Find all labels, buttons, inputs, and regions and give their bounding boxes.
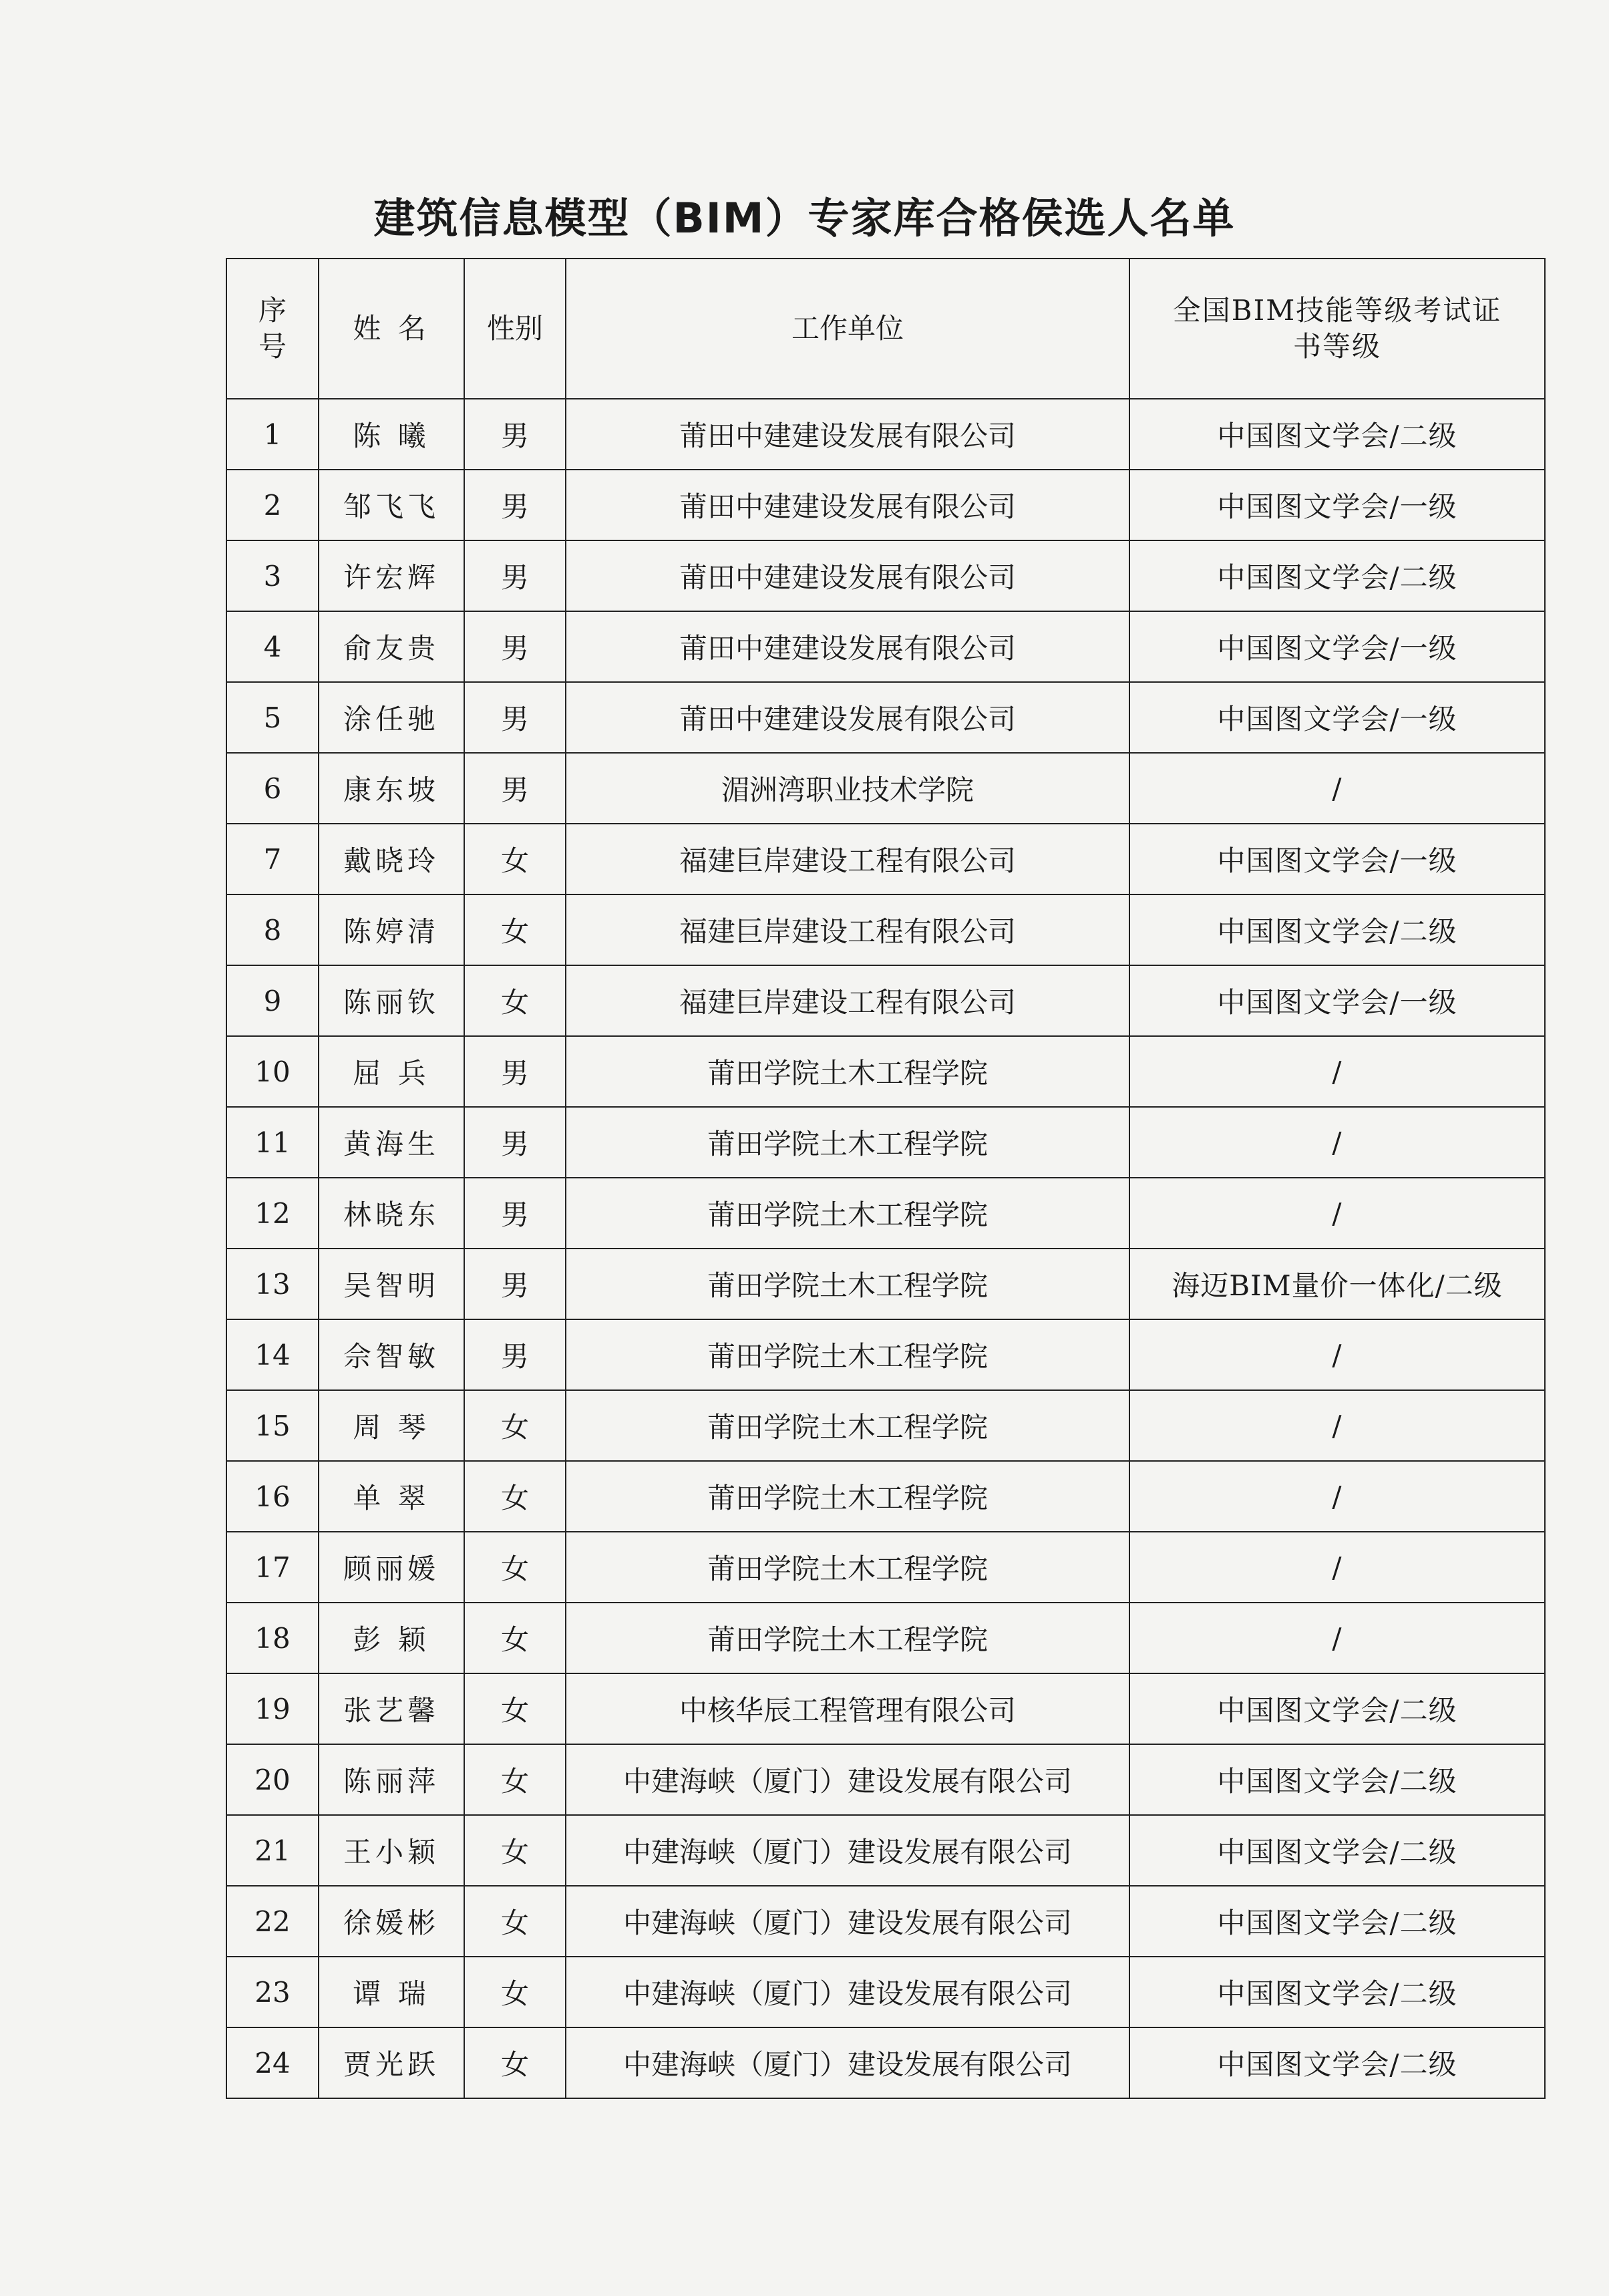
header-seq-line1: 序 bbox=[258, 294, 287, 327]
header-name: 姓 名 bbox=[319, 259, 464, 399]
cell-cert: 中国图文学会/二级 bbox=[1129, 399, 1545, 470]
cell-unit: 福建巨岸建设工程有限公司 bbox=[566, 965, 1129, 1036]
cell-cert: 中国图文学会/一级 bbox=[1129, 611, 1545, 682]
cell-gender: 男 bbox=[464, 1107, 566, 1178]
cell-name: 王小颖 bbox=[319, 1815, 464, 1886]
cell-no: 2 bbox=[226, 470, 319, 540]
cell-name: 吴智明 bbox=[319, 1249, 464, 1319]
cell-no: 6 bbox=[226, 753, 319, 824]
cell-unit: 莆田中建建设发展有限公司 bbox=[566, 540, 1129, 611]
cell-name: 陈丽萍 bbox=[319, 1744, 464, 1815]
cell-unit: 莆田中建建设发展有限公司 bbox=[566, 470, 1129, 540]
cell-cert: 中国图文学会/二级 bbox=[1129, 1744, 1545, 1815]
cell-cert: / bbox=[1129, 1390, 1545, 1461]
table-row bbox=[226, 1886, 1545, 1957]
table-row bbox=[226, 1319, 1545, 1390]
cell-no: 20 bbox=[226, 1744, 319, 1815]
cell-unit: 莆田中建建设发展有限公司 bbox=[566, 682, 1129, 753]
cell-gender: 女 bbox=[464, 1532, 566, 1603]
table-row bbox=[226, 753, 1545, 824]
cell-cert: 中国图文学会/一级 bbox=[1129, 682, 1545, 753]
cell-gender: 男 bbox=[464, 399, 566, 470]
cell-gender: 男 bbox=[464, 682, 566, 753]
cell-name: 邹飞飞 bbox=[319, 470, 464, 540]
cell-unit: 莆田中建建设发展有限公司 bbox=[566, 399, 1129, 470]
cell-no: 10 bbox=[226, 1036, 319, 1107]
cell-name: 单 翠 bbox=[319, 1461, 464, 1532]
cell-cert: 中国图文学会/二级 bbox=[1129, 540, 1545, 611]
cell-no: 8 bbox=[226, 894, 319, 965]
cell-gender: 女 bbox=[464, 965, 566, 1036]
cell-unit: 福建巨岸建设工程有限公司 bbox=[566, 824, 1129, 894]
cell-gender: 女 bbox=[464, 1815, 566, 1886]
cell-gender: 女 bbox=[464, 1957, 566, 2027]
header-cert-line2: 书等级 bbox=[1292, 330, 1381, 363]
cell-name: 陈婷清 bbox=[319, 894, 464, 965]
cell-no: 13 bbox=[226, 1249, 319, 1319]
cell-name: 俞友贵 bbox=[319, 611, 464, 682]
cell-cert: / bbox=[1129, 1107, 1545, 1178]
table-row bbox=[226, 1036, 1545, 1107]
cell-cert: 中国图文学会/二级 bbox=[1129, 894, 1545, 965]
cell-unit: 莆田学院土木工程学院 bbox=[566, 1107, 1129, 1178]
cell-gender: 女 bbox=[464, 824, 566, 894]
header-gender: 性别 bbox=[464, 259, 566, 399]
cell-no: 18 bbox=[226, 1603, 319, 1673]
table-row bbox=[226, 894, 1545, 965]
cell-name: 张艺馨 bbox=[319, 1673, 464, 1744]
cell-name: 顾丽媛 bbox=[319, 1532, 464, 1603]
cell-no: 16 bbox=[226, 1461, 319, 1532]
cell-cert: 海迈BIM量价一体化/二级 bbox=[1129, 1249, 1545, 1319]
cell-name: 康东坡 bbox=[319, 753, 464, 824]
cell-name: 林晓东 bbox=[319, 1178, 464, 1249]
table-row bbox=[226, 824, 1545, 894]
cell-name: 许宏辉 bbox=[319, 540, 464, 611]
table-row bbox=[226, 2027, 1545, 2098]
cell-unit: 莆田学院土木工程学院 bbox=[566, 1532, 1129, 1603]
cell-gender: 女 bbox=[464, 1390, 566, 1461]
cell-unit: 中建海峡（厦门）建设发展有限公司 bbox=[566, 2027, 1129, 2098]
cell-gender: 男 bbox=[464, 1178, 566, 1249]
cell-unit: 莆田中建建设发展有限公司 bbox=[566, 611, 1129, 682]
cell-cert: 中国图文学会/一级 bbox=[1129, 824, 1545, 894]
cell-cert: 中国图文学会/二级 bbox=[1129, 1957, 1545, 2027]
cell-no: 24 bbox=[226, 2027, 319, 2098]
cell-gender: 女 bbox=[464, 1461, 566, 1532]
cell-cert: 中国图文学会/二级 bbox=[1129, 1673, 1545, 1744]
cell-gender: 女 bbox=[464, 894, 566, 965]
cell-no: 15 bbox=[226, 1390, 319, 1461]
cell-unit: 福建巨岸建设工程有限公司 bbox=[566, 894, 1129, 965]
cell-unit: 中建海峡（厦门）建设发展有限公司 bbox=[566, 1815, 1129, 1886]
cell-name: 徐媛彬 bbox=[319, 1886, 464, 1957]
cell-unit: 莆田学院土木工程学院 bbox=[566, 1461, 1129, 1532]
table-row bbox=[226, 399, 1545, 470]
cell-no: 21 bbox=[226, 1815, 319, 1886]
cell-no: 23 bbox=[226, 1957, 319, 2027]
cell-no: 22 bbox=[226, 1886, 319, 1957]
cell-no: 14 bbox=[226, 1319, 319, 1390]
table-row bbox=[226, 1390, 1545, 1461]
cell-gender: 女 bbox=[464, 1673, 566, 1744]
cell-gender: 女 bbox=[464, 1886, 566, 1957]
cell-no: 7 bbox=[226, 824, 319, 894]
candidate-table bbox=[226, 258, 1546, 2099]
cell-gender: 男 bbox=[464, 540, 566, 611]
cell-name: 贾光跃 bbox=[319, 2027, 464, 2098]
table-row bbox=[226, 1815, 1545, 1886]
cell-name: 彭 颖 bbox=[319, 1603, 464, 1673]
cell-name: 戴晓玲 bbox=[319, 824, 464, 894]
cell-name: 陈丽钦 bbox=[319, 965, 464, 1036]
table-header-row bbox=[226, 259, 1545, 399]
cell-name: 涂任驰 bbox=[319, 682, 464, 753]
header-cert bbox=[1129, 259, 1545, 399]
table-row bbox=[226, 1249, 1545, 1319]
cell-gender: 女 bbox=[464, 1603, 566, 1673]
cell-cert: / bbox=[1129, 1319, 1545, 1390]
cell-no: 4 bbox=[226, 611, 319, 682]
cell-gender: 女 bbox=[464, 1744, 566, 1815]
cell-name: 屈 兵 bbox=[319, 1036, 464, 1107]
cell-cert: 中国图文学会/一级 bbox=[1129, 470, 1545, 540]
cell-gender: 男 bbox=[464, 1249, 566, 1319]
cell-name: 周 琴 bbox=[319, 1390, 464, 1461]
header-seq bbox=[226, 259, 319, 399]
table-row bbox=[226, 470, 1545, 540]
cell-cert: 中国图文学会/一级 bbox=[1129, 965, 1545, 1036]
cell-unit: 莆田学院土木工程学院 bbox=[566, 1178, 1129, 1249]
cell-cert: / bbox=[1129, 1461, 1545, 1532]
table-row bbox=[226, 1744, 1545, 1815]
header-seq-line2: 号 bbox=[258, 330, 287, 363]
cell-cert: / bbox=[1129, 1603, 1545, 1673]
cell-unit: 莆田学院土木工程学院 bbox=[566, 1319, 1129, 1390]
page-title: 建筑信息模型（BIM）专家库合格侯选人名单 bbox=[373, 194, 1236, 242]
cell-cert: / bbox=[1129, 1178, 1545, 1249]
cell-unit: 中核华辰工程管理有限公司 bbox=[566, 1673, 1129, 1744]
table-row bbox=[226, 1957, 1545, 2027]
cell-cert: / bbox=[1129, 1532, 1545, 1603]
cell-gender: 男 bbox=[464, 1036, 566, 1107]
cell-name: 谭 瑞 bbox=[319, 1957, 464, 2027]
cell-unit: 中建海峡（厦门）建设发展有限公司 bbox=[566, 1744, 1129, 1815]
cell-name: 陈 曦 bbox=[319, 399, 464, 470]
cell-gender: 男 bbox=[464, 611, 566, 682]
table-row bbox=[226, 965, 1545, 1036]
cell-no: 11 bbox=[226, 1107, 319, 1178]
cell-unit: 莆田学院土木工程学院 bbox=[566, 1603, 1129, 1673]
cell-unit: 莆田学院土木工程学院 bbox=[566, 1390, 1129, 1461]
cell-unit: 中建海峡（厦门）建设发展有限公司 bbox=[566, 1886, 1129, 1957]
table-row bbox=[226, 611, 1545, 682]
table-row bbox=[226, 1673, 1545, 1744]
cell-gender: 女 bbox=[464, 2027, 566, 2098]
header-cert-line1: 全国BIM技能等级考试证 bbox=[1172, 294, 1502, 327]
cell-no: 9 bbox=[226, 965, 319, 1036]
cell-cert: / bbox=[1129, 1036, 1545, 1107]
cell-cert: 中国图文学会/二级 bbox=[1129, 2027, 1545, 2098]
cell-unit: 莆田学院土木工程学院 bbox=[566, 1249, 1129, 1319]
cell-no: 5 bbox=[226, 682, 319, 753]
table-row bbox=[226, 1603, 1545, 1673]
cell-gender: 男 bbox=[464, 1319, 566, 1390]
cell-name: 黄海生 bbox=[319, 1107, 464, 1178]
cell-no: 17 bbox=[226, 1532, 319, 1603]
table-row bbox=[226, 1461, 1545, 1532]
table-row bbox=[226, 682, 1545, 753]
cell-name: 佘智敏 bbox=[319, 1319, 464, 1390]
cell-no: 1 bbox=[226, 399, 319, 470]
table-row bbox=[226, 540, 1545, 611]
cell-gender: 男 bbox=[464, 753, 566, 824]
cell-no: 12 bbox=[226, 1178, 319, 1249]
cell-cert: 中国图文学会/二级 bbox=[1129, 1815, 1545, 1886]
cell-cert: / bbox=[1129, 753, 1545, 824]
table-row bbox=[226, 1532, 1545, 1603]
cell-unit: 湄洲湾职业技术学院 bbox=[566, 753, 1129, 824]
header-unit: 工作单位 bbox=[566, 259, 1129, 399]
cell-gender: 男 bbox=[464, 470, 566, 540]
table-row bbox=[226, 1178, 1545, 1249]
cell-cert: 中国图文学会/二级 bbox=[1129, 1886, 1545, 1957]
cell-no: 19 bbox=[226, 1673, 319, 1744]
cell-unit: 中建海峡（厦门）建设发展有限公司 bbox=[566, 1957, 1129, 2027]
cell-unit: 莆田学院土木工程学院 bbox=[566, 1036, 1129, 1107]
table-row bbox=[226, 1107, 1545, 1178]
cell-no: 3 bbox=[226, 540, 319, 611]
